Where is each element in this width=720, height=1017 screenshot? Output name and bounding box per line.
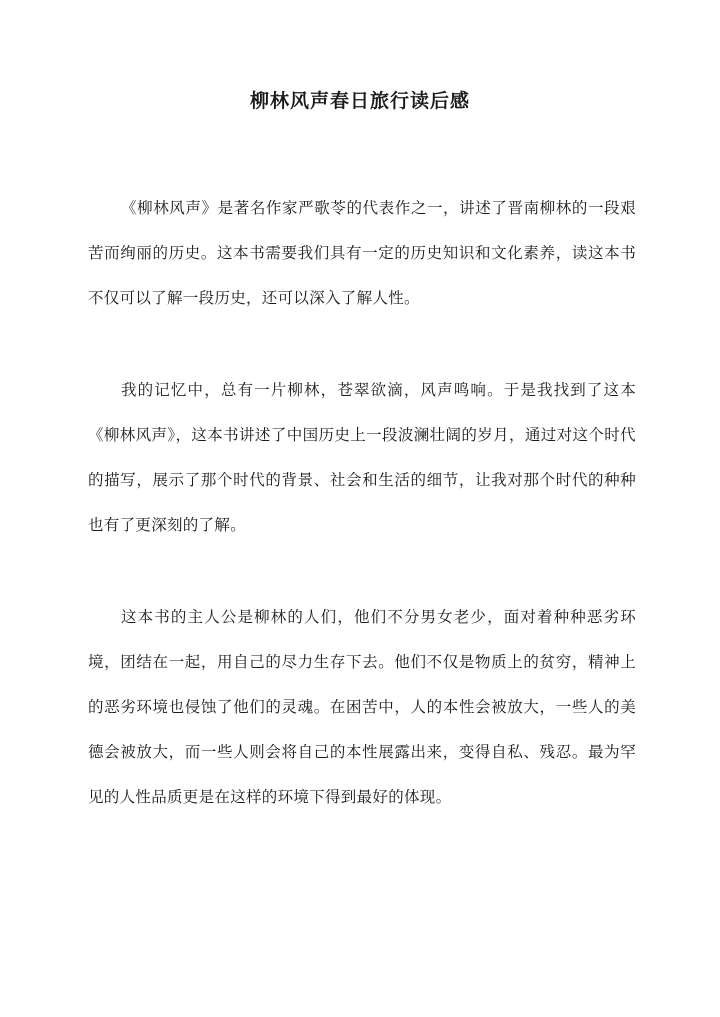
paragraph-1: 《柳林风声》是著名作家严歌苓的代表作之一，讲述了晋南柳林的一段艰苦而绚丽的历史。这本书需要我们具有一定的历史知识和文化素养，读这本书不仅可以了解一段历史，还可以深入了解人性。	[88, 199, 636, 307]
paragraph-3: 这本书的主人公是柳林的人们，他们不分男女老少，面对着种种恶劣环境，团结在一起，用自己的尽力生存下去。他们不仅是物质上的贫穷，精神上的恶劣环境也侵蚀了他们的灵魂。在困苦中，人的本性会被放大，一些人的美德会被放大，而一些人则会将自己的本性展露出来，变得自私、残忍。最为罕见的人性品质更是在这样的环境下得到最好的体现。	[88, 608, 636, 806]
document-title: 柳林风声春日旅行读后感	[249, 90, 470, 112]
paragraph-2: 我的记忆中，总有一片柳林，苍翠欲滴，风声鸣响。于是我找到了这本《柳林风声》，这本书讲述了中国历史上一段波澜壮阔的岁月，通过对这个时代的描写，展示了那个时代的背景、社会和生活的细节，让我对那个时代的种种也有了更深刻的了解。	[88, 381, 636, 534]
